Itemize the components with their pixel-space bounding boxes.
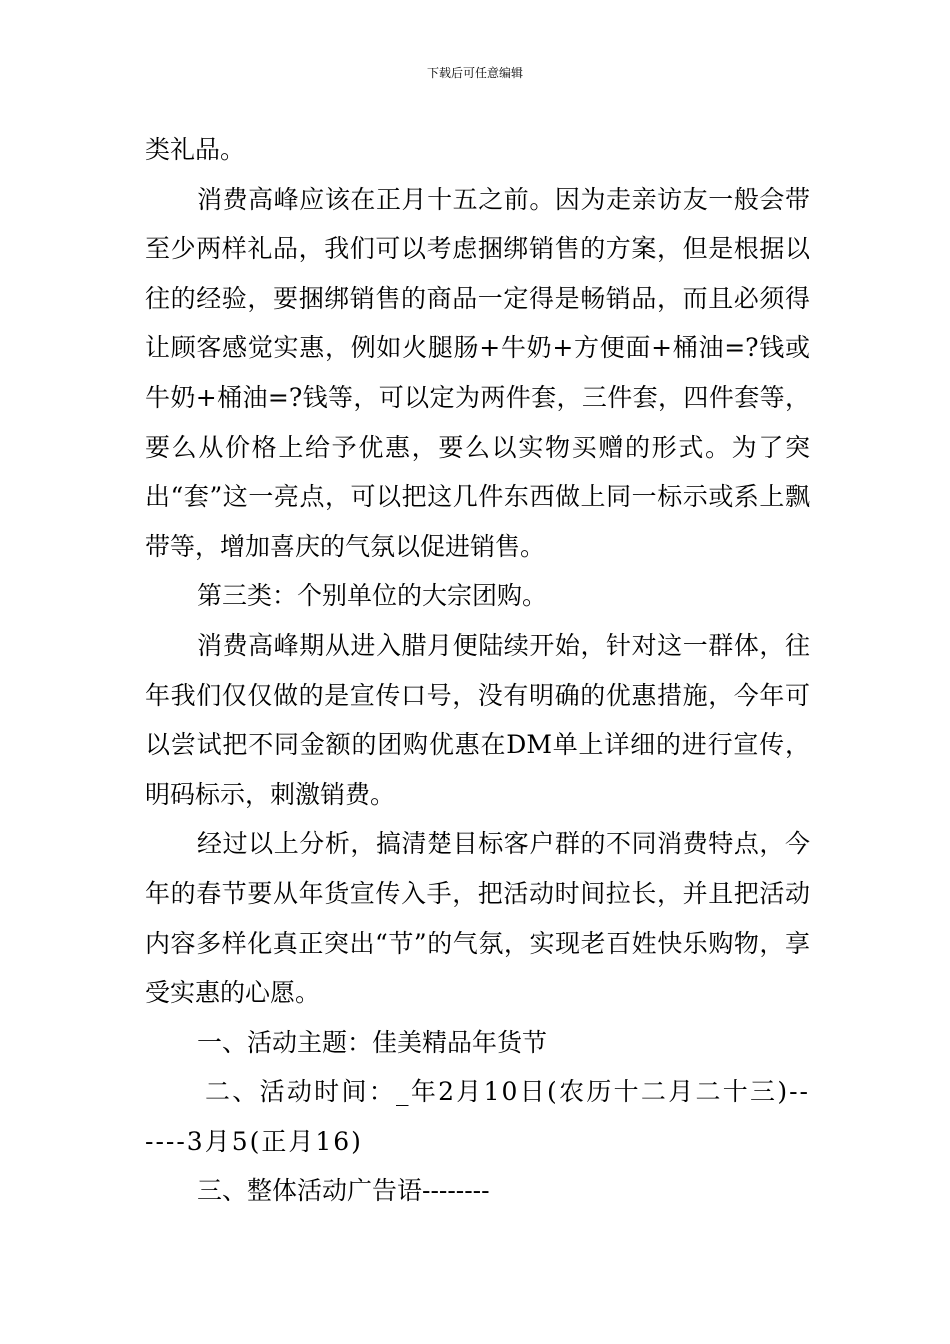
paragraph-consumption-peak: 消费高峰应该在正月十五之前。因为走亲访友一般会带至少两样礼品，我们可以考虑捆绑销售的方案，但是根据以往的经验，要捆绑销售的商品一定得是畅销品，而且必须得让顾客感觉实惠，例如火腿肠+牛奶+方便面+桶油=?钱或牛奶+桶油=?钱等，可以定为两件套，三件套，四件套等，要么从价格上给予优惠，要么以实物买赠的形式。为了突出“套”这一亮点，可以把这几件东西做上同一标示或系上飘带等，增加喜庆的气氛以促进销售。 [145,184,810,561]
paragraph-activity-theme: 一、活动主题：佳美精品年货节 [197,1027,548,1057]
page-header: 下载后可任意编辑 [426,66,523,80]
paragraph-third-category: 第三类：个别单位的大宗团购。 [197,581,548,611]
document-body [145,125,810,1216]
paragraph-continuation: 类礼品。 [145,135,246,164]
paragraph-activity-time: 二、活动时间：_年2月10日(农历十二月二十三)------3月5(正月16) [145,1077,810,1156]
paragraph-slogan: 三、整体活动广告语-------- [197,1176,490,1206]
paragraph-group-purchase: 消费高峰期从进入腊月便陆续开始，针对这一群体，往年我们仅仅做的是宣传口号，没有明确的优惠措施，今年可以尝试把不同金额的团购优惠在DM单上详细的进行宣传，明码标示，刺激销费。 [145,630,810,809]
paragraph-analysis-summary: 经过以上分析，搞清楚目标客户群的不同消费特点，今年的春节要从年货宣传入手，把活动时间拉长，并且把活动内容多样化真正突出“节”的气氛，实现老百姓快乐购物，享受实惠的心愿。 [145,829,810,1008]
